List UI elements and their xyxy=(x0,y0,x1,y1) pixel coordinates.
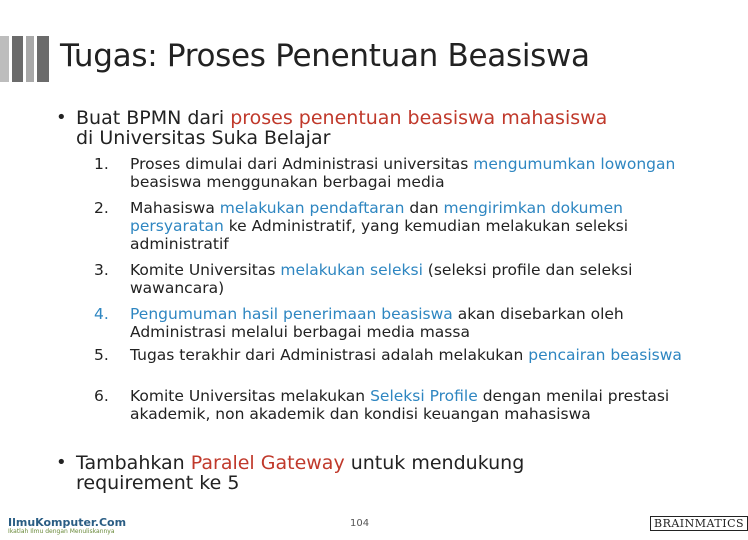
list-number: 3. xyxy=(94,261,109,279)
bullet-line2: di Universitas Suka Belajar xyxy=(76,127,331,149)
list-item-text xyxy=(130,261,690,297)
list-item-text xyxy=(130,346,690,364)
bullet-suffix: untuk mendukung xyxy=(344,452,525,474)
highlighted-text: Pengumuman hasil penerimaan beasiswa xyxy=(130,305,453,323)
footer-site-logo xyxy=(8,516,126,535)
list-number: 6. xyxy=(94,387,109,405)
plain-text: Tugas terakhir dari Administrasi adalah melakukan xyxy=(130,346,529,364)
slide-title: Tugas: Proses Penentuan Beasiswa xyxy=(60,38,590,74)
plain-text: ke Administratif, yang kemudian melakukan seleksi administratif xyxy=(130,217,629,253)
plain-text: Mahasiswa xyxy=(130,199,220,217)
plain-text: akan disebarkan oleh Administrasi melalui berbagai media massa xyxy=(130,305,624,341)
list-item-text xyxy=(130,387,690,423)
bullet-highlight: proses penentuan beasiswa mahasiswa xyxy=(230,107,608,129)
list-number: 4. xyxy=(94,305,109,323)
highlighted-text: pencairan beasiswa xyxy=(528,346,682,364)
list-item-text xyxy=(130,155,690,191)
site-name: IlmuKomputer.Com xyxy=(8,516,127,529)
list-number: 1. xyxy=(94,155,109,173)
highlighted-text: melakukan pendaftaran xyxy=(219,199,405,217)
bullet-highlight: Paralel Gateway xyxy=(190,452,345,474)
list-number: 2. xyxy=(94,199,109,217)
bullet-icon: • xyxy=(56,452,67,473)
brand-logo: BRAINMATICS xyxy=(650,516,748,531)
plain-text: Proses dimulai dari Administrasi universitas xyxy=(130,155,474,173)
bullet-prefix: Tambahkan xyxy=(76,452,191,474)
highlighted-text: melakukan seleksi xyxy=(280,261,423,279)
plain-text: (seleksi profile dan seleksi wawancara) xyxy=(130,261,633,297)
highlighted-text: Seleksi Profile xyxy=(370,387,478,405)
plain-text: Komite Universitas melakukan xyxy=(130,387,371,405)
plain-text: dan xyxy=(404,199,444,217)
list-number: 5. xyxy=(94,346,109,364)
list-item-text xyxy=(130,199,690,253)
plain-text: dengan menilai prestasi akademik, non akademik dan kondisi keuangan mahasiswa xyxy=(130,387,670,423)
bullet-icon: • xyxy=(56,107,67,128)
bullet-prefix: Buat BPMN dari xyxy=(76,107,231,129)
list-item-text xyxy=(130,305,690,341)
page-number: 104 xyxy=(350,518,370,529)
highlighted-text: mengumumkan lowongan xyxy=(473,155,676,173)
bullet-line2: requirement ke 5 xyxy=(76,472,240,494)
highlighted-text: mengirimkan dokumen persyaratan xyxy=(130,199,623,235)
plain-text: beasiswa menggunakan berbagai media xyxy=(130,173,445,191)
plain-text: Komite Universitas xyxy=(130,261,281,279)
site-tagline: Ikatlah Ilmu dengan Menuliskannya xyxy=(8,528,115,535)
